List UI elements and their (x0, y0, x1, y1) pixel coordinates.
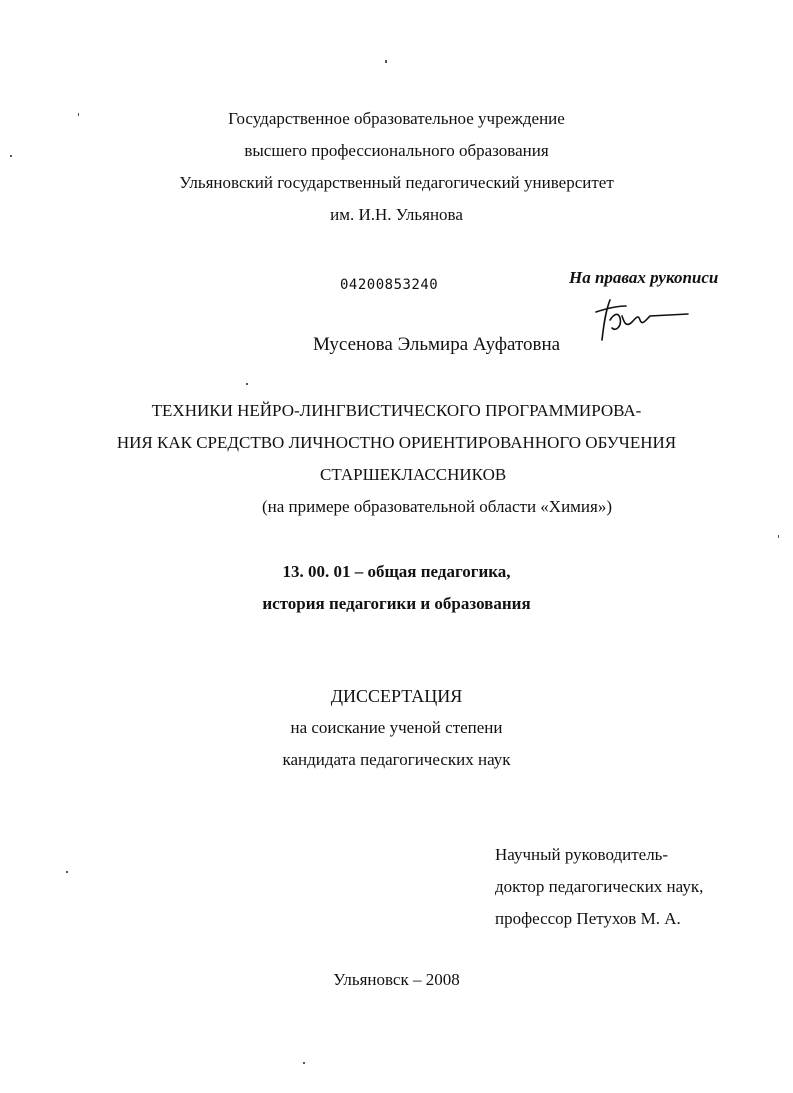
scan-speck (303, 1062, 305, 1064)
specialty-line-2: история педагогики и образования (262, 594, 531, 613)
institution-line-1: Государственное образовательное учреждение (228, 109, 565, 128)
manuscript-rights: На правах рукописи (569, 268, 719, 287)
title-line-2: НИЯ КАК СРЕДСТВО ЛИЧНОСТНО ОРИЕНТИРОВАННОГО ОБУЧЕНИЯ (116, 433, 677, 452)
institution-line-3: Ульяновский государственный педагогический университет (179, 173, 614, 192)
title-line-1: ТЕХНИКИ НЕЙРО-ЛИНГВИСТИЧЕСКОГО ПРОГРАММИРОВА- (151, 401, 642, 420)
scan-speck (246, 383, 248, 385)
signature-image (592, 292, 692, 352)
supervisor-line-2: доктор педагогических наук, (495, 877, 704, 896)
supervisor-line-1: Научный руководитель- (495, 845, 669, 864)
scan-speck (778, 535, 779, 538)
title-line-3: СТАРШЕКЛАССНИКОВ (320, 465, 507, 484)
specialty-line-1: 13. 00. 01 – общая педагогика, (282, 562, 511, 581)
scan-speck (385, 60, 387, 63)
degree-line-1: на соискание ученой степени (290, 718, 503, 737)
degree-heading: ДИССЕРТАЦИЯ (330, 686, 463, 706)
author-name: Мусенова Эльмира Ауфатовна (313, 334, 561, 355)
place-year: Ульяновск – 2008 (333, 970, 460, 989)
scan-speck (10, 155, 12, 157)
supervisor-line-3: профессор Петухов М. А. (495, 909, 681, 928)
institution-line-2: высшего профессионального образования (244, 141, 549, 160)
title-subtitle: (на примере образовательной области «Химия») (262, 497, 613, 516)
catalog-number: 04200853240 (340, 277, 439, 293)
scan-speck (78, 113, 79, 116)
institution-line-4: им. И.Н. Ульянова (330, 205, 463, 224)
scan-speck (66, 871, 68, 873)
degree-line-2: кандидата педагогических наук (282, 750, 511, 769)
